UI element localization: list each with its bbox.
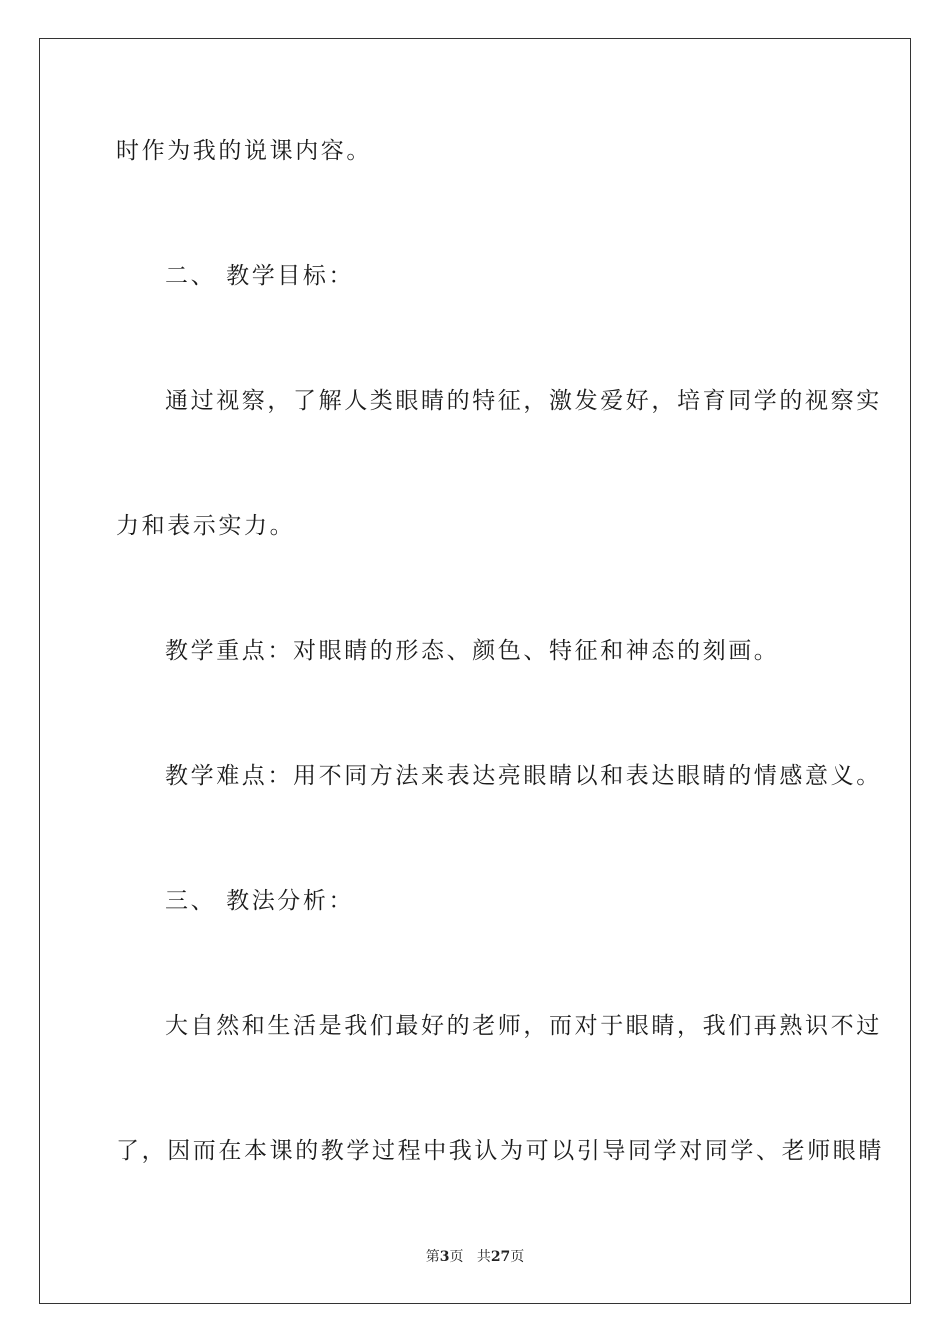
body-text-line: 力和表示实力。	[116, 513, 296, 539]
page-number: 3	[439, 1249, 450, 1265]
total-prefix: 共	[476, 1249, 491, 1265]
page-prefix: 第	[425, 1249, 440, 1265]
body-text-line: 通过视察，了解人类眼睛的特征，激发爱好，培育同学的视察实	[165, 388, 882, 414]
body-text-line: 大自然和生活是我们最好的老师，而对于眼睛，我们再熟识不过	[165, 1013, 882, 1039]
total-suffix: 页	[510, 1249, 525, 1265]
section-heading-teaching-method: 三、 教法分析：	[165, 888, 355, 914]
body-text-line-difficulties: 教学难点：用不同方法来表达亮眼睛以和表达眼睛的情感意义。	[165, 763, 882, 789]
section-heading-teaching-objectives: 二、 教学目标：	[165, 263, 355, 289]
total-pages: 27	[490, 1249, 511, 1265]
page-suffix: 页	[449, 1249, 464, 1265]
body-text-line: 时作为我的说课内容。	[116, 138, 372, 164]
body-text-line-key-points: 教学重点：对眼睛的形态、颜色、特征和神态的刻画。	[165, 638, 780, 664]
page-border	[39, 38, 911, 1304]
page-footer	[0, 1248, 950, 1266]
body-text-line: 了，因而在本课的教学过程中我认为可以引导同学对同学、老师眼睛	[116, 1138, 884, 1164]
